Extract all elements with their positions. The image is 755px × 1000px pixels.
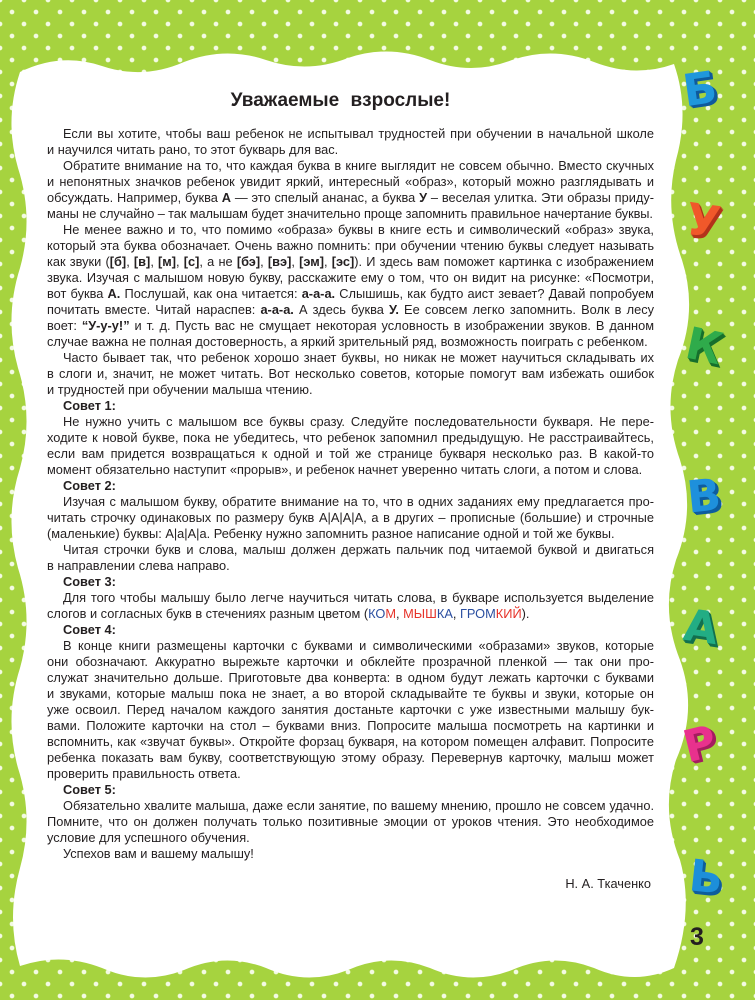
text-line: который эта буква обозначает. Очень важно помнить: при обучении чтению буквы следует называть xyxy=(47,238,654,253)
colored-syllable: МЫШ xyxy=(403,606,437,621)
text-line: как звуки ([б], [в], [м], [с], а не [бэ], [вэ], [эм], [эс]). И здесь вам поможет картинка с изображением xyxy=(47,254,654,269)
text-line: Часто бывает так, что ребенок хорошо знает буквы, но никак не может научиться складывать их xyxy=(63,350,654,365)
text-line: уже освоил. Перед началом каждого занятия достаньте карточки с уже известными малышу бук- xyxy=(47,702,654,717)
advice-heading: Совет 3: xyxy=(63,574,116,589)
advice-heading: Совет 2: xyxy=(63,478,116,493)
side-letter-be: Б xyxy=(679,61,721,118)
body-text xyxy=(47,126,654,862)
text-line: читать строчку одинаковых по размеру букв А|А|А|А, а в других – прописные (большие) и строчные xyxy=(47,510,654,525)
advice-heading: Совет 1: xyxy=(63,398,116,413)
text-line: и звуками, которые малыш пока не знает, а во второй складывайте те буквы и звуки, которые он xyxy=(47,686,654,701)
page-number: 3 xyxy=(690,923,704,951)
text-line: звука. Изучая с малышом новую букву, расскажите ему о том, что он видит на рисунке: «Посмотри, xyxy=(47,270,654,285)
bold-text: [бэ] xyxy=(236,254,261,269)
text-line: почитать вместе. Читай нараспев: а-а-а. А здесь буква У. Ее совсем легко запомнить. Волк в лесу xyxy=(47,302,654,317)
side-letter-u: У xyxy=(682,193,724,250)
advice-heading: Совет 5: xyxy=(63,782,116,797)
colored-syllable: М xyxy=(385,606,397,621)
colored-syllable: ГРОМ xyxy=(459,606,496,621)
text-line: слогов и согласных букв в стечениях разным цветом (КОМ, МЫШКА, ГРОМКИЙ). xyxy=(47,606,530,621)
text-line: маны не случайно – так малышам будет значительно проще запомнить правильное начертание буквы. xyxy=(47,206,653,221)
colored-syllable: КО xyxy=(368,606,386,621)
colored-syllable: КА xyxy=(436,606,453,621)
text-line: Обязательно хвалите малыша, даже если занятие, по вашему мнению, прошло не совсем удачно. xyxy=(63,798,654,813)
bold-text: [с] xyxy=(183,254,200,269)
text-line: воет: “У-у-у!” и т. д. Пусть вас не смущает некоторая условность в изображении звуков. В данном xyxy=(47,318,654,333)
text-line: вами. Положите карточки на стол – буквами вниз. Попросите малыша посмотреть на картинки и xyxy=(47,718,654,733)
text-line: Не менее важно и то, что помимо «образа» буквы в книге есть и символический «образ» звука, xyxy=(63,222,654,237)
bold-text: “У-у-у!” xyxy=(81,318,130,333)
author-signature: Н. А. Ткаченко xyxy=(565,876,651,891)
bold-text: У xyxy=(419,190,428,205)
text-line: если вам придется возвращаться к одной и той же странице букваря несколько раз. В какой-то xyxy=(47,446,654,461)
page-title: Уважаемые взрослые! xyxy=(230,90,451,111)
bold-text: У. xyxy=(389,302,399,317)
text-line: Обратите внимание на то, что каждая буква в книге выглядит не совсем обычно. Вместо скучных xyxy=(63,158,654,173)
bold-text: [эс] xyxy=(331,254,355,269)
text-line: условие для успешного обучения. xyxy=(47,830,250,845)
text-line: вот буква А. Послушай, как она читается: а-а-а. Слышишь, как будто аист зевает? Давай попробуем xyxy=(47,286,654,301)
text-line: ребенка показать вам букву, соответствующую этому образу. Перевернув карточку, малыш может xyxy=(47,750,654,765)
bold-text: А. xyxy=(107,286,121,301)
text-line: обсуждать. Например, буква А — это спелый ананас, а буква У – веселая улитка. Эти образы приду- xyxy=(47,190,654,205)
bold-text: [м] xyxy=(158,254,177,269)
bold-text: [эм] xyxy=(299,254,324,269)
text-line: в слоги и, значит, не может читать. Вот несколько советов, которые помогут вам избежать ошибок xyxy=(47,366,654,381)
text-line: вспомнить, как «звучат буквы». Откройте форзац букваря, на котором помещен алфавит. Попросите xyxy=(47,734,654,749)
text-line: (маленькие) буквы: А|а|А|а. Ребенку нужно запомнить разное написание одной и той же буквы. xyxy=(47,526,615,541)
text-line: проверить правильность ответа. xyxy=(47,766,241,781)
colored-syllable: КИЙ xyxy=(495,606,522,621)
advice-heading: Совет 4: xyxy=(63,622,116,637)
side-letter-er: Р xyxy=(678,715,722,774)
bold-text: [б] xyxy=(109,254,127,269)
bold-text: [вэ] xyxy=(267,254,292,269)
text-line: Успехов вам и вашему малышу! xyxy=(63,846,254,861)
text-line: и непонятных значков ребенок увидит яркий, интересный «образ», который можно разглядывать и xyxy=(47,174,654,189)
text-line: Помните, что он должен получать только позитивные эмоции от уроков чтения. Это необходимое xyxy=(47,814,654,829)
text-line: они обозначают. Аккуратно вырежьте карточки и обклейте прозрачной пленкой — так они про- xyxy=(47,654,654,669)
side-letter-ve: В xyxy=(684,469,724,524)
text-line: В конце книги размещены карточки с буквами и символическими «образами» звуков, которые xyxy=(63,638,654,653)
text-line: в направлении слева направо. xyxy=(47,558,230,573)
text-line: Не нужно учить с малышом все буквы сразу. Следуйте последовательности букваря. Не пере- xyxy=(63,414,654,429)
side-letter-soft-sign: Ь xyxy=(686,850,726,905)
text-line: случае важна не полная достоверность, а яркий зрительный ряд, возможность поиграть с ребенком. xyxy=(47,334,648,349)
bold-text: А xyxy=(221,190,231,205)
text-line: ходите к новой букве, пока не убедитесь, что ребенок запомнил предыдущую. Не расстраивайтесь, xyxy=(47,430,654,445)
text-line: служат значительно дольше. Приготовьте два конверта: в одном будут лежать карточки с буквами xyxy=(47,670,654,685)
bold-text: [в] xyxy=(133,254,151,269)
text-line: и трудностей при обучении малыша чтению. xyxy=(47,382,313,397)
bold-text: а-а-а. xyxy=(301,286,336,301)
bold-text: а-а-а. xyxy=(260,302,294,317)
text-line: и научился читать рано, то этот букварь для вас. xyxy=(47,142,339,157)
side-letter-ka: К xyxy=(681,317,727,376)
text-line: Изучая с малышом букву, обратите внимание на то, что в одних заданиях ему предлагается про- xyxy=(63,494,654,509)
text-line: Для того чтобы малышу было легче научиться читать слова, в букваре используется выделение xyxy=(63,590,654,605)
text-line: Если вы хотите, чтобы ваш ребенок не испытывал трудностей при обучении в начальной школе xyxy=(63,126,654,141)
text-line: момент обязательно наступит «прорыв», и ребенок начнет уверенно читать слоги, а потом и слова. xyxy=(47,462,643,477)
text-line: Читая строчки букв и слова, малыш должен держать пальчик под читаемой буквой и двигаться xyxy=(63,542,654,557)
side-letter-a: А xyxy=(680,599,722,656)
